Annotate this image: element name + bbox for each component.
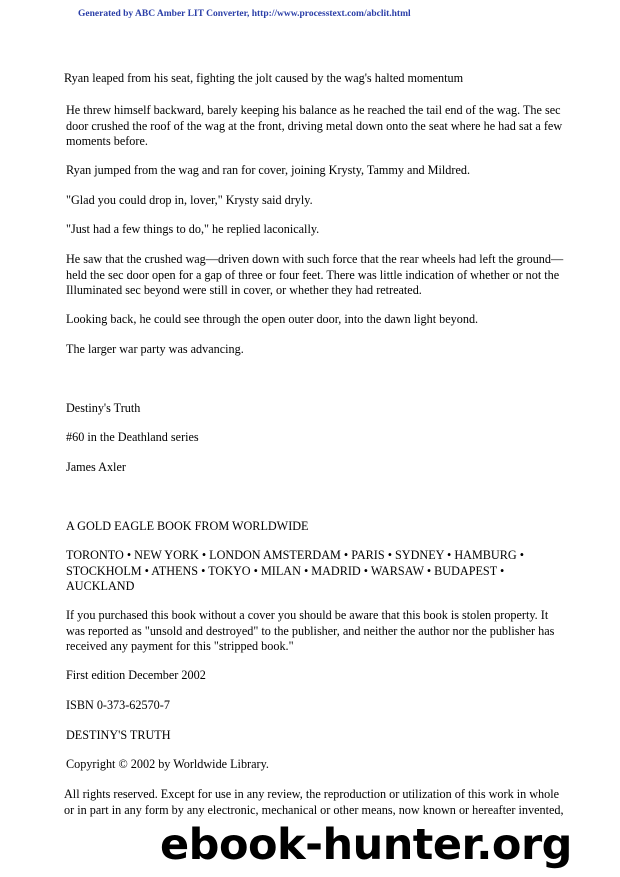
book-title: Destiny's Truth: [66, 401, 141, 415]
rights-paragraph: All rights reserved. Except for use in any review, the reproduction or utilization of this work in whole or in part in any form by any electronic, mechanical or other means, now known or hereafter invented,: [64, 787, 564, 817]
generator-link[interactable]: Generated by ABC Amber LIT Converter, http://www.processtext.com/abclit.html: [78, 9, 411, 19]
paragraph: "Glad you could drop in, lover," Krysty said dryly.: [66, 193, 313, 207]
paragraph: The larger war party was advancing.: [66, 342, 244, 356]
paragraph: He saw that the crushed wag—driven down with such force that the rear wheels had left the ground—held the sec door open for a gap of three or four feet. There was little indication of whether or not the Illuminated sec beyond were still in cover, or whether they had retreated.: [66, 252, 564, 297]
cities-line: TORONTO • NEW YORK • LONDON AMSTERDAM • PARIS • SYDNEY • HAMBURG • STOCKHOLM • ATHENS • TOKYO • MILAN • MADRID • WARSAW • BUDAPEST • AUCKLAND: [66, 548, 524, 593]
paragraph: Ryan jumped from the wag and ran for cover, joining Krysty, Tammy and Mildred.: [66, 163, 470, 177]
series-line: #60 in the Deathland series: [66, 430, 199, 444]
paragraph: Ryan leaped from his seat, fighting the jolt caused by the wag's halted momentum: [64, 71, 464, 85]
isbn-line: ISBN 0-373-62570-7: [66, 698, 170, 712]
paragraph: Looking back, he could see through the open outer door, into the dawn light beyond.: [66, 312, 479, 326]
stripped-book-notice: If you purchased this book without a cover you should be aware that this book is stolen property. It was reported as "unsold and destroyed" to the publisher, and neither the author nor the publisher has received any payment for this "stripped book.": [66, 608, 555, 653]
paragraph: "Just had a few things to do," he replied laconically.: [66, 222, 320, 236]
watermark-text: ebook-hunter.org: [160, 820, 572, 870]
author-name: James Axler: [66, 460, 126, 474]
title-caps: DESTINY'S TRUTH: [66, 728, 171, 742]
copyright-line: Copyright © 2002 by Worldwide Library.: [66, 757, 269, 771]
paragraph: He threw himself backward, barely keeping his balance as he reached the tail end of the wag. The sec door crushed the roof of the wag at the front, driving metal down onto the seat where he had sat a few moments before.: [66, 103, 563, 148]
publisher-line: A GOLD EAGLE BOOK FROM WORLDWIDE: [66, 519, 309, 533]
edition-line: First edition December 2002: [66, 668, 206, 682]
